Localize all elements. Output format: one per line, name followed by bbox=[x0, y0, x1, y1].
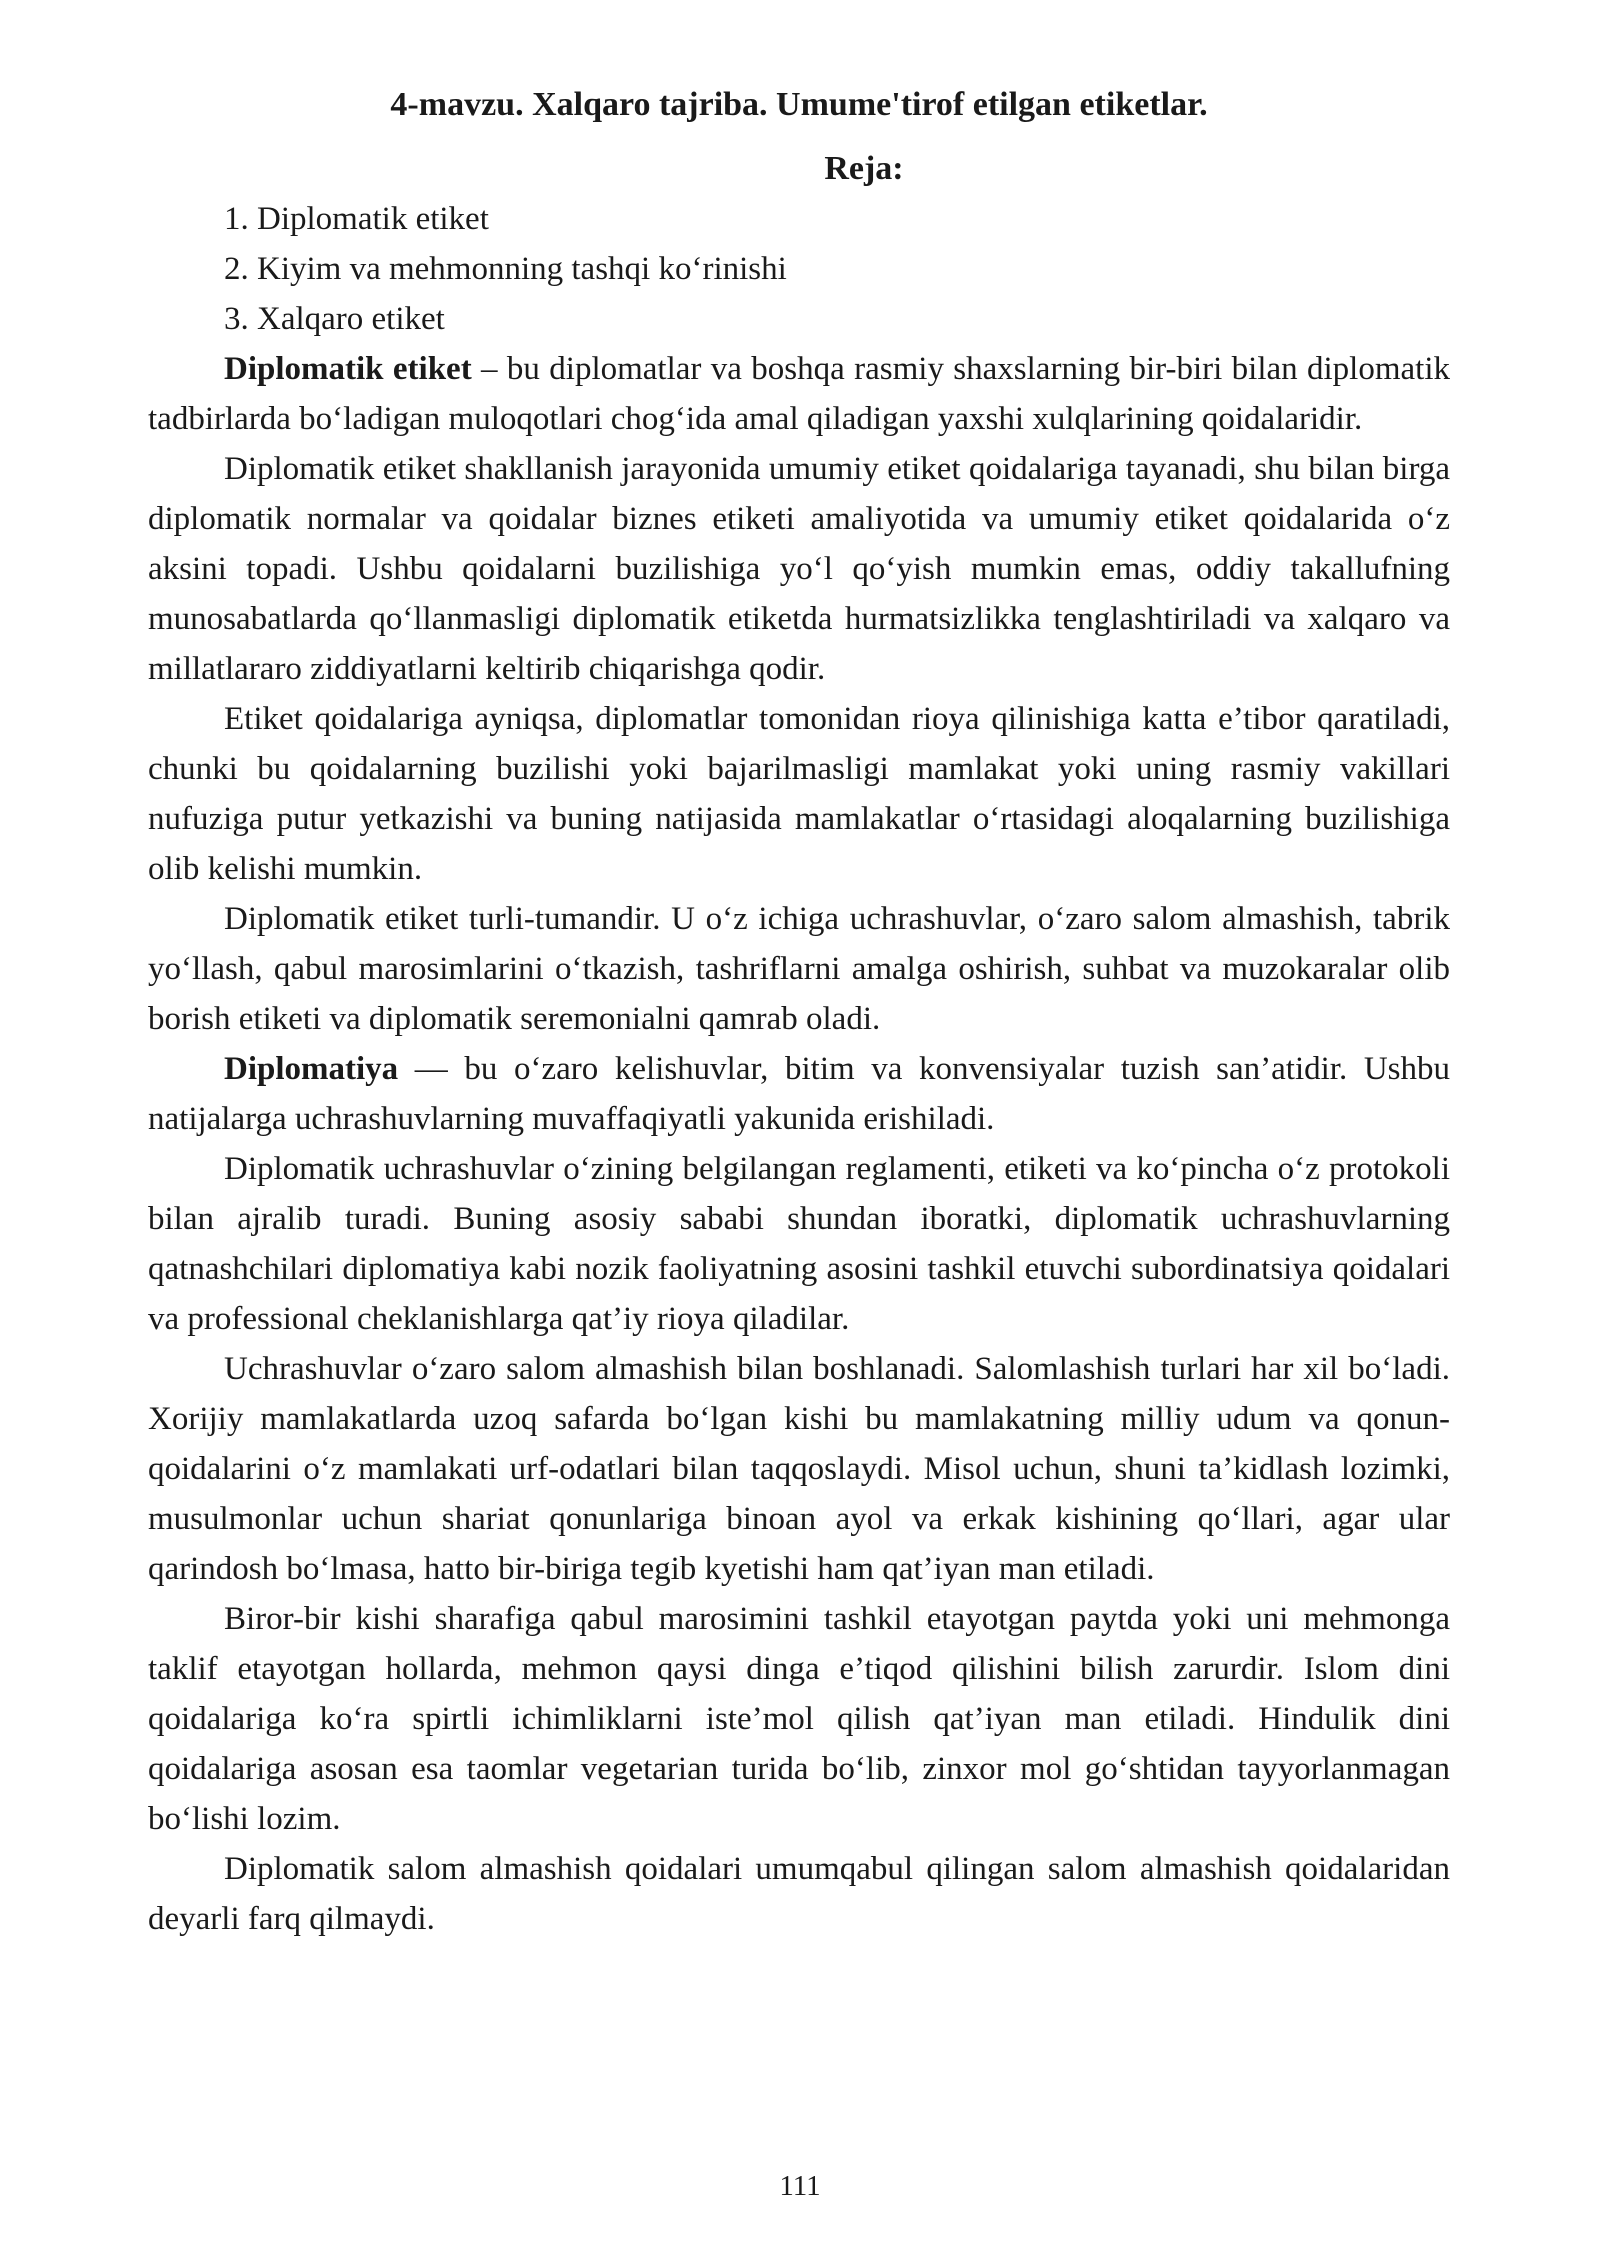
paragraph-text: Biror-bir kishi sharafiga qabul marosimini tashkil etayotgan paytda yoki uni mehmonga taklif etayotgan hollarda, mehmon qaysi dinga e’tiqod qilishini bilish zarurdir. Islom dini qoidalariga ko‘ra spirtli ichimliklarni iste’mol qilish qat’iyan man etiladi. Hindulik dini qoidalariga asosan esa taomlar vegetarian turida bo‘lib, zinxor mol go‘shtidan tayyorlanmagan bo‘lishi lozim. bbox=[148, 1601, 1450, 1837]
paragraph-text: Diplomatik etiket turli-tumandir. U o‘z ichiga uchrashuvlar, o‘zaro salom almashish, tabrik yo‘llash, qabul marosimlarini o‘tkazish, tashriflarni amalga oshirish, suhbat va muzokaralar olib borish etiketi va diplomatik seremonialni qamrab oladi. bbox=[148, 901, 1450, 1037]
document-title: 4-mavzu. Xalqaro tajriba. Umume'tirof etilgan etiketlar. bbox=[390, 86, 1208, 123]
plan-heading: Reja: bbox=[824, 150, 904, 187]
paragraph-text: Etiket qoidalariga ayniqsa, diplomatlar tomonidan rioya qilinishiga katta e’tibor qaratiladi, chunki bu qoidalarning buzilishi yoki bajarilmasligi mamlakat yoki uning rasmiy vakillari nufuziga putur yetkazishi va buning natijasida mamlakatlar o‘rtasidagi aloqalarning buzilishiga olib kelishi mumkin. bbox=[148, 701, 1450, 887]
paragraph-text: — bu o‘zaro kelishuvlar, bitim va konvensiyalar tuzish san’atidir. Ushbu natijalarga uchrashuvlarning muvaffaqiyatli yakunida erishiladi. bbox=[148, 1051, 1450, 1137]
paragraph bbox=[148, 1344, 1450, 1594]
paragraph bbox=[148, 444, 1450, 694]
paragraph-diplomacy-definition bbox=[148, 1044, 1450, 1144]
paragraph bbox=[148, 1844, 1450, 1944]
paragraph-diplomatic-etiquette-definition bbox=[148, 344, 1450, 444]
plan-item: 1. Diplomatik etiket bbox=[224, 201, 489, 237]
term-bold: Diplomatik etiket bbox=[224, 351, 472, 387]
plan-list bbox=[148, 194, 1450, 344]
page-number: 111 bbox=[779, 2170, 821, 2202]
plan-item: 3. Xalqaro etiket bbox=[224, 301, 445, 337]
paragraph-text: Diplomatik etiket shakllanish jarayonida umumiy etiket qoidalariga tayanadi, shu bilan birga diplomatik normalar va qoidalar biznes etiketi amaliyotida va umumiy etiket qoidalarida o‘z aksini topadi. Ushbu qoidalarni buzilishiga yo‘l qo‘yish mumkin emas, oddiy takallufning munosabatlarda qo‘llanmasligi diplomatik etiketda hurmatsizlikka tenglashtiriladi va xalqaro va millatlararo ziddiyatlarni keltirib chiqarishga qodir. bbox=[148, 451, 1450, 687]
paragraph-text: Diplomatik salom almashish qoidalari umumqabul qilingan salom almashish qoidalaridan deyarli farq qilmaydi. bbox=[148, 1851, 1450, 1937]
paragraph bbox=[148, 694, 1450, 894]
paragraph-text: Diplomatik uchrashuvlar o‘zining belgilangan reglamenti, etiketi va ko‘pincha o‘z protokoli bilan ajralib turadi. Buning asosiy sababi shundan iboratki, diplomatik uchrashuvlarning qatnashchilari diplomatiya kabi nozik faoliyatning asosini tashkil etuvchi subordinatsiya qoidalari va professional cheklanishlarga qat’iy rioya qiladilar. bbox=[148, 1151, 1450, 1337]
document-page bbox=[148, 68, 1450, 1944]
paragraph bbox=[148, 894, 1450, 1044]
paragraph bbox=[148, 1594, 1450, 1844]
paragraph-text: Uchrashuvlar o‘zaro salom almashish bilan boshlanadi. Salomlashish turlari har xil bo‘ladi. Xorijiy mamlakatlarda uzoq safarda bo‘lgan kishi bu mamlakatning milliy udum va qonun-qoidalarini o‘z mamlakati urf-odatlari bilan taqqoslaydi. Misol uchun, shuni ta’kidlash lozimki, musulmonlar uchun shariat qonunlariga binoan ayol va erkak kishining qo‘llari, agar ular qarindosh bo‘lmasa, hatto bir-biriga tegib kyetishi ham qat’iyan man etiladi. bbox=[148, 1351, 1450, 1587]
plan-item: 2. Kiyim va mehmonning tashqi ko‘rinishi bbox=[224, 251, 787, 287]
paragraph bbox=[148, 1144, 1450, 1344]
paragraph-text: – bu diplomatlar va boshqa rasmiy shaxslarning bir-biri bilan diplomatik tadbirlarda bo‘ladigan muloqotlari chog‘ida amal qiladigan yaxshi xulqlarining qoidalaridir. bbox=[148, 351, 1450, 437]
term-bold: Diplomatiya bbox=[224, 1051, 399, 1087]
